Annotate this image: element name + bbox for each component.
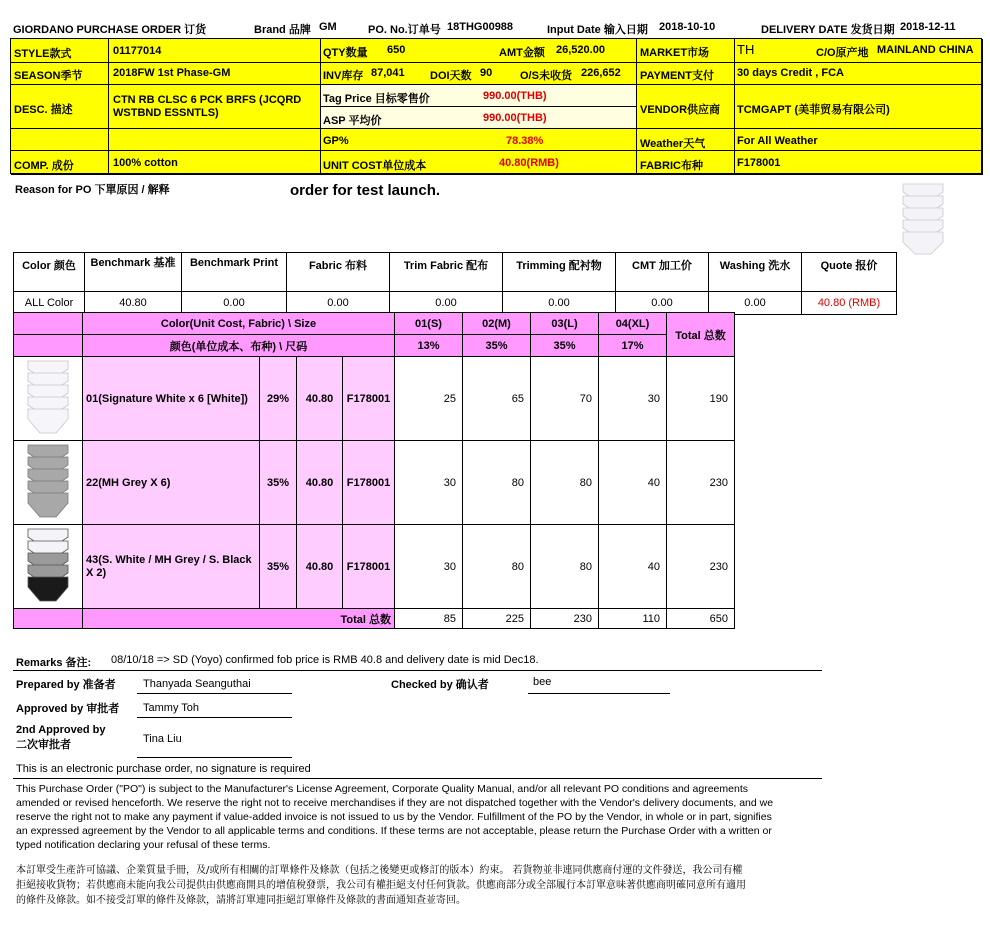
size-total: 110	[599, 609, 667, 629]
color-swatch-grey	[14, 441, 83, 525]
season-value: 2018FW 1st Phase-GM	[113, 67, 231, 79]
cost-header: Trimming 配衬物	[503, 253, 616, 292]
color-fabric: F178001	[343, 357, 395, 441]
reason-label: Reason for PO 下單原因 / 解释	[15, 184, 170, 196]
info-block	[10, 38, 982, 174]
white-briefs-image	[24, 357, 72, 437]
qty-cell: 30	[395, 525, 463, 609]
color-swatch-white	[14, 357, 83, 441]
divider	[13, 670, 822, 671]
remarks-text: 08/10/18 => SD (Yoyo) confirmed fob price is RMB 40.8 and delivery date is mid Dec18.	[111, 654, 539, 666]
qty-cell: 80	[463, 441, 531, 525]
color-name: 01(Signature White x 6 [White])	[83, 357, 260, 441]
size-total: 230	[531, 609, 599, 629]
vendor-value: TCMGAPT (美菲贸易有限公司)	[737, 104, 890, 116]
cost-value: 0.00	[287, 292, 390, 315]
asp-value: 990.00(THB)	[483, 112, 547, 124]
size-pct: 35%	[531, 335, 599, 357]
qty-cell: 70	[531, 357, 599, 441]
inv-label: INV库存	[323, 70, 364, 82]
cost-breakdown-table	[13, 252, 897, 315]
gp-label: GP%	[323, 135, 349, 147]
cost-header: Color 颜色	[14, 253, 85, 292]
qty-cell: 30	[599, 357, 667, 441]
brand-value: GM	[319, 21, 337, 33]
cost-header: Washing 洗水	[709, 253, 802, 292]
color-fabric: F178001	[343, 441, 395, 525]
amt-label: AMT金额	[499, 47, 545, 59]
terms-chinese	[16, 863, 836, 908]
delivery-date-value: 2018-12-11	[900, 21, 956, 33]
tag-price-label: Tag Price 目标零售价	[323, 93, 430, 105]
approved-label: Approved by 审批者	[16, 703, 120, 715]
terms-line: reserve the right not to make any payment if value-added invoice is not issued to us by the Vendor. Fulfillment of the PO by the Vendor, in whole or in part, signifies	[16, 811, 772, 823]
cost-header: Benchmark 基准	[85, 253, 182, 292]
inv-value: 87,041	[371, 67, 405, 79]
desc-value: CTN RB CLSC 6 PCK BRFS (JCQRD WSTBND ESSNTLS)	[113, 94, 302, 119]
terms-line: an expressed agreement by the Vendor to all applicable terms and conditions. If these terms are not acceptable, please return the Purchase Order with a written or	[16, 825, 772, 837]
reason-text: order for test launch.	[290, 182, 441, 199]
color-cost: 40.80	[297, 357, 343, 441]
cost-header: Quote 报价	[802, 253, 897, 292]
remarks-label: Remarks 备注:	[16, 657, 92, 669]
cost-value: 0.00	[503, 292, 616, 315]
cost-value: 0.00	[709, 292, 802, 315]
doi-label: DOI天数	[430, 70, 472, 82]
color-pct: 35%	[260, 525, 297, 609]
color-cost: 40.80	[297, 441, 343, 525]
color-pct: 35%	[260, 441, 297, 525]
size-breakdown-table	[13, 312, 735, 629]
asp-label: ASP 平均价	[323, 115, 382, 127]
row-total: 190	[667, 357, 735, 441]
weather-value: For All Weather	[737, 135, 818, 147]
totals-row	[14, 609, 735, 629]
terms-line: 拒絕接收貨物；若供應商未能向我公司提供由供應商開具的增值稅發票，我公司有權拒絕支付任何貨款。供應商部分或全部履行本訂單意味著供應商明確同意所有適用	[16, 880, 746, 891]
prepared-value: Thanyada Seanguthai	[143, 678, 251, 690]
gp-value: 78.38%	[506, 135, 544, 147]
cost-value: 0.00	[182, 292, 287, 315]
approved-value: Tammy Toh	[143, 702, 200, 714]
signature-line	[137, 717, 292, 718]
color-pct: 29%	[260, 357, 297, 441]
cost-value: ALL Color	[14, 292, 85, 315]
terms-line: 的條件及條款。如不接受訂單的條件及條款，請將訂單連同拒絕訂單條件及條款的書面通知查並寄回。	[16, 895, 466, 906]
size-total: 85	[395, 609, 463, 629]
vendor-label: VENDOR供应商	[640, 104, 721, 116]
size-pct: 13%	[395, 335, 463, 357]
color-name: 43(S. White / MH Grey / S. Black X 2)	[83, 525, 260, 609]
size-header: 01(S)	[395, 313, 463, 335]
color-fabric: F178001	[343, 525, 395, 609]
size-pct: 17%	[599, 335, 667, 357]
color-name: 22(MH Grey X 6)	[83, 441, 260, 525]
input-date-value: 2018-10-10	[659, 21, 716, 33]
po-header	[13, 18, 973, 36]
qty-cell: 30	[395, 441, 463, 525]
qty-cell: 65	[463, 357, 531, 441]
origin-value: MAINLAND CHINA	[877, 44, 974, 56]
approved2-value: Tina Liu	[143, 733, 182, 745]
cost-value: 0.00	[616, 292, 709, 315]
table-row	[14, 441, 735, 525]
signature-line	[137, 757, 292, 758]
signature-line	[137, 693, 292, 694]
checked-label: Checked by 确认者	[391, 679, 489, 691]
qty-cell: 80	[463, 525, 531, 609]
fabric-label: FABRIC布种	[640, 160, 703, 172]
terms-line: typed notification declaring your refusal of these terms.	[16, 839, 271, 851]
fabric-value: F178001	[737, 157, 781, 169]
divider	[13, 778, 822, 779]
origin-label: C/O原产地	[816, 47, 869, 59]
table-row	[14, 525, 735, 609]
electronic-note: This is an electronic purchase order, no signature is required	[16, 763, 311, 775]
approved2-label-en: 2nd Approved by	[16, 724, 106, 736]
style-value: 01177014	[113, 45, 162, 57]
amt-value: 26,520.00	[556, 44, 605, 56]
cost-header: Trim Fabric 配布	[390, 253, 503, 292]
prepared-label: Prepared by 准备者	[16, 679, 116, 691]
po-number-value: 18THG00988	[447, 21, 514, 33]
cost-value: 40.80	[85, 292, 182, 315]
market-label: MARKET市场	[640, 47, 710, 59]
cost-value: 0.00	[390, 292, 503, 315]
cost-header: Fabric 布料	[287, 253, 390, 292]
market-value: TH	[737, 42, 755, 57]
style-label: STYLE款式	[14, 48, 72, 60]
size-table-header-en: Color(Unit Cost, Fabric) \ Size	[83, 313, 395, 335]
size-table-header-cn: 颜色(单位成本、布种) \ 尺码	[83, 335, 395, 357]
qty-cell: 40	[599, 525, 667, 609]
season-label: SEASON季节	[14, 70, 83, 82]
brand-label: Brand 品牌	[254, 24, 311, 36]
qty-cell: 25	[395, 357, 463, 441]
unit-cost-label: UNIT COST单位成本	[323, 160, 427, 172]
payment-value: 30 days Credit , FCA	[737, 67, 844, 79]
table-row	[14, 357, 735, 441]
qty-label: QTY数量	[323, 47, 368, 59]
size-pct: 35%	[463, 335, 531, 357]
qty-cell: 80	[531, 525, 599, 609]
weather-label: Weather天气	[640, 138, 706, 150]
desc-label: DESC. 描述	[14, 104, 73, 116]
input-date-label: Input Date 输入日期	[547, 24, 648, 36]
quote-value: 40.80 (RMB)	[802, 292, 897, 315]
doi-value: 90	[480, 67, 493, 79]
size-total: 225	[463, 609, 531, 629]
terms-line: This Purchase Order ("PO") is subject to the Manufacturer's License Agreement, Corporate Quality Manual, and/or all relevant PO conditions and agreements	[16, 783, 748, 795]
tag-price-value: 990.00(THB)	[483, 90, 547, 102]
row-total: 230	[667, 441, 735, 525]
size-header: 04(XL)	[599, 313, 667, 335]
cost-header: CMT 加工价	[616, 253, 709, 292]
po-number-label: PO. No.订单号	[368, 24, 441, 36]
size-header: 03(L)	[531, 313, 599, 335]
product-image	[900, 180, 946, 258]
qty-cell: 40	[599, 441, 667, 525]
comp-value: 100% cotton	[113, 157, 178, 169]
terms-line: 本訂單受生產許可協議、企業質量手冊，及/或所有相關的訂單條件及條款（包括之後變更或修訂的版本）約束。 若貨物並非連同供應商付運的文件發送，我公司有權	[16, 865, 743, 876]
mixed-briefs-image	[24, 525, 72, 605]
row-total: 230	[667, 525, 735, 609]
qty-value: 650	[387, 44, 406, 56]
grey-briefs-image	[24, 441, 72, 521]
total-header: Total 总数	[667, 313, 735, 357]
color-swatch-mixed	[14, 525, 83, 609]
delivery-date-label: DELIVERY DATE 发货日期	[761, 24, 895, 36]
cost-header: Benchmark Print	[182, 253, 287, 292]
totals-label: Total 总数	[83, 609, 395, 629]
po-title: GIORDANO PURCHASE ORDER 订货	[13, 24, 207, 36]
terms-english	[16, 782, 826, 852]
checked-value: bee	[533, 676, 552, 688]
grand-total: 650	[667, 609, 735, 629]
comp-label: COMP. 成份	[14, 160, 74, 172]
unit-cost-value: 40.80(RMB)	[499, 157, 559, 169]
payment-label: PAYMENT支付	[640, 70, 714, 82]
os-label: O/S未收货	[520, 70, 572, 82]
size-header: 02(M)	[463, 313, 531, 335]
color-cost: 40.80	[297, 525, 343, 609]
approved2-label-cn: 二次审批者	[16, 739, 71, 751]
os-value: 226,652	[581, 67, 621, 79]
qty-cell: 80	[531, 441, 599, 525]
terms-line: amended or revised henceforth. We reserve the right not to receive merchandises if they are not dispatched together with the Vendor's delivery documents, and we	[16, 797, 774, 809]
signature-line	[528, 693, 670, 694]
